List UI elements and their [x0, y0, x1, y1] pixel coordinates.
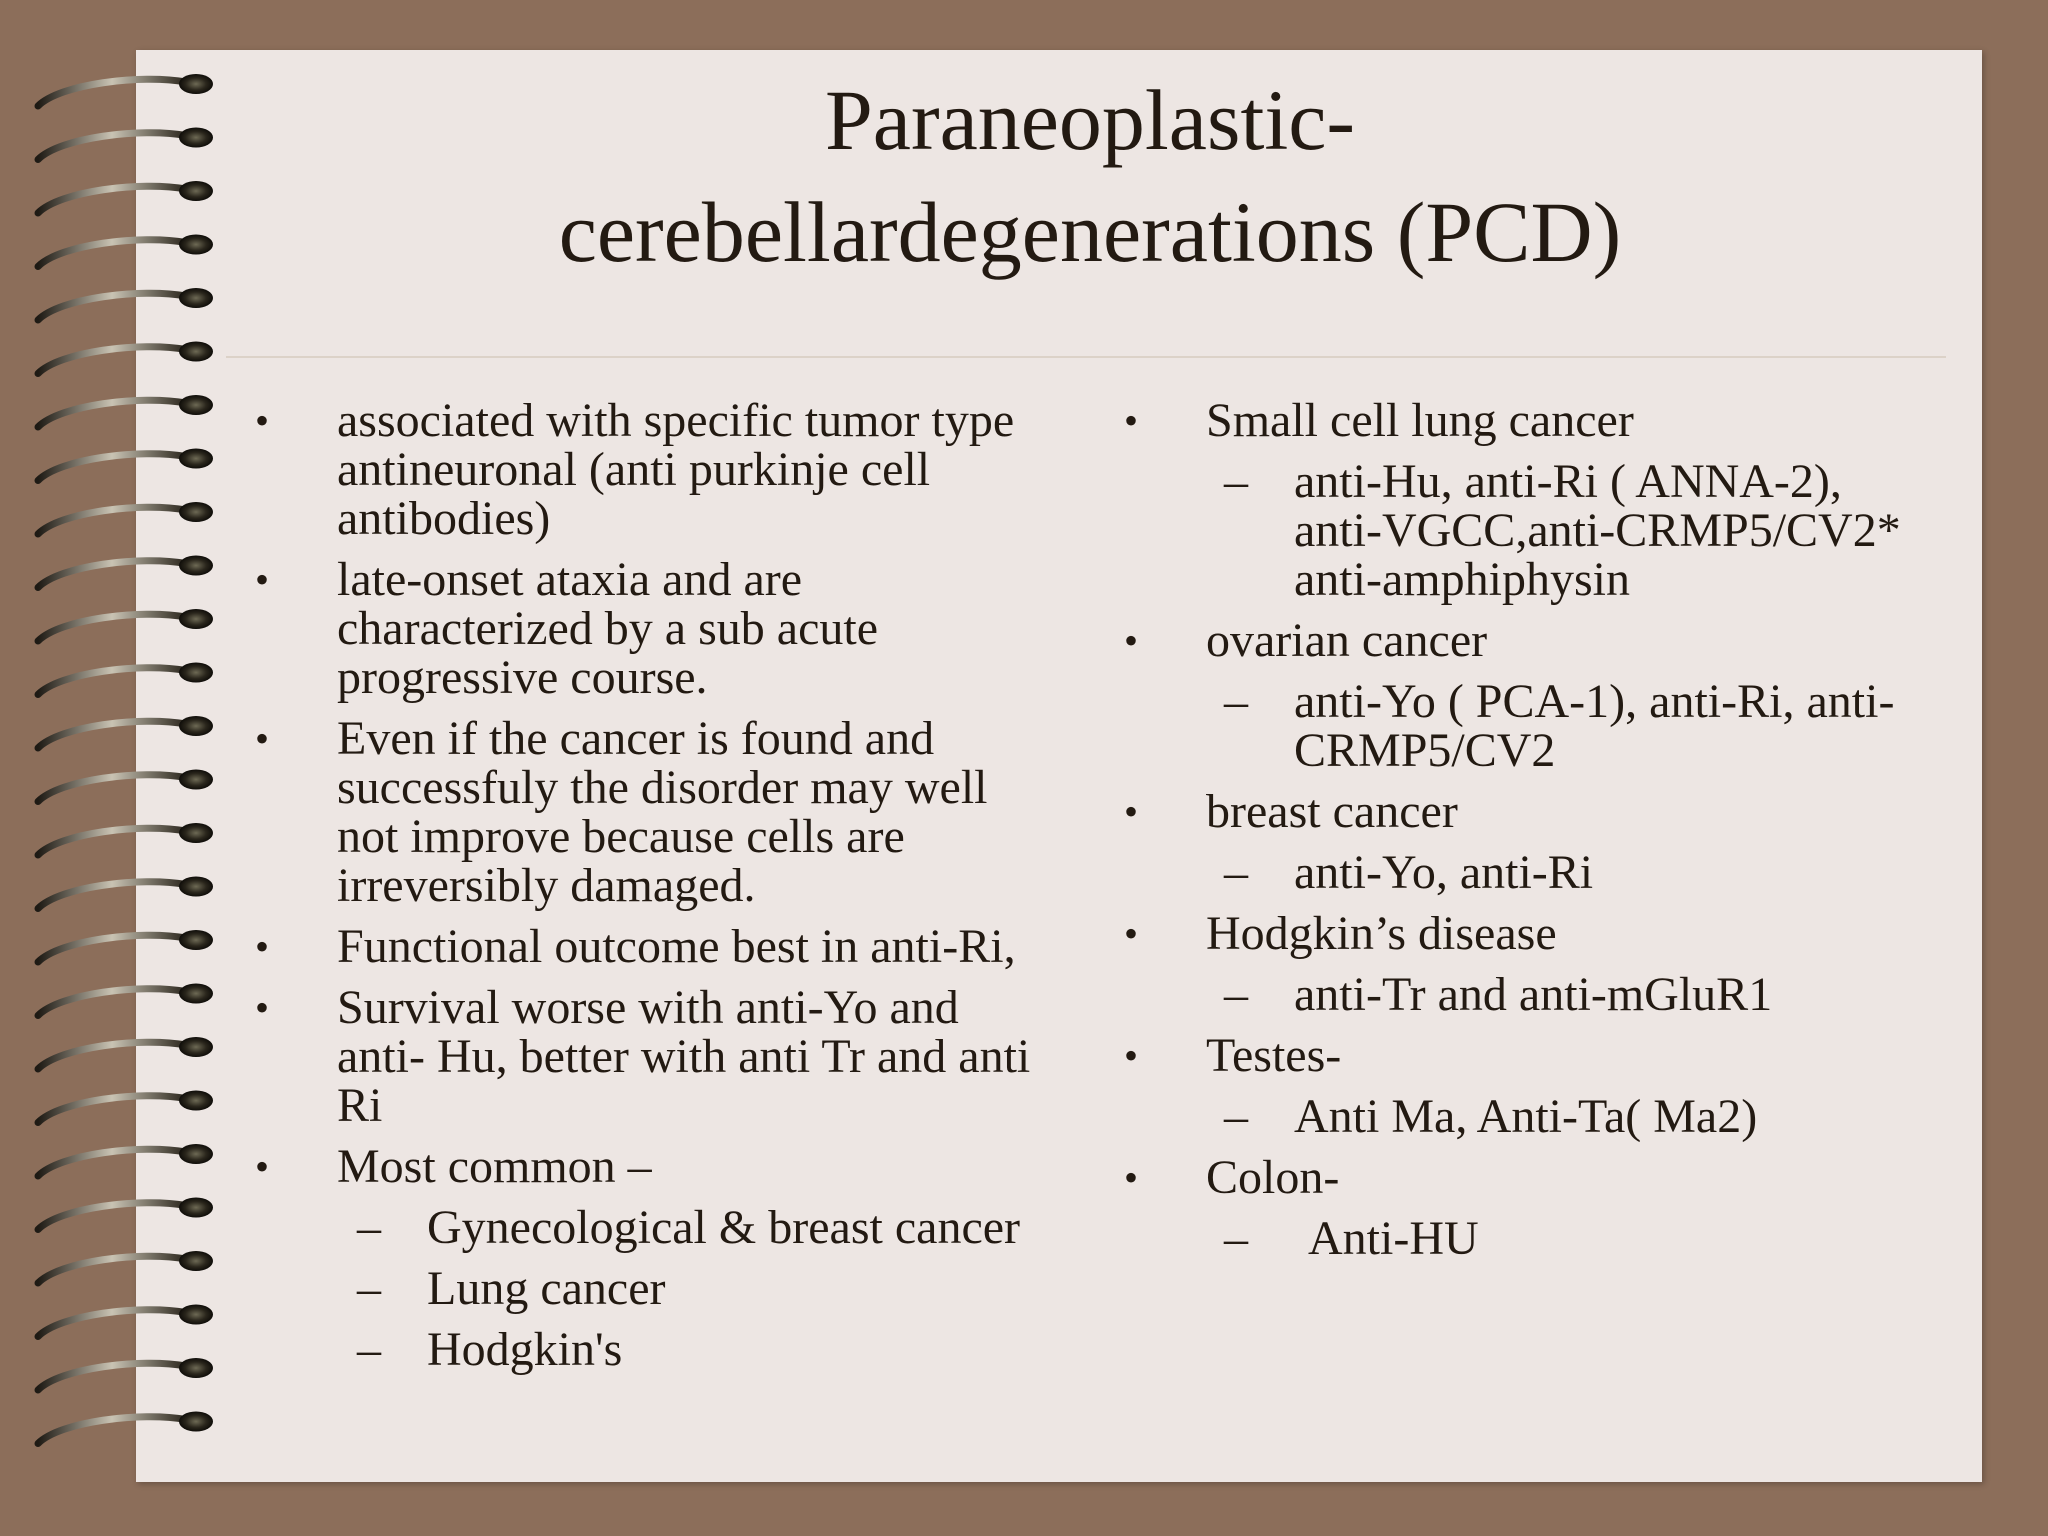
- right_column-item-text: ovarian cancer: [1206, 614, 1488, 667]
- dash-icon: –: [1224, 968, 1248, 1021]
- spiral-coil: [38, 668, 186, 695]
- binding-hole: [179, 181, 213, 201]
- spiral-coil: [38, 293, 186, 320]
- left_column-subitem-text: Lung cancer: [427, 1262, 666, 1315]
- spiral-coil: [38, 1256, 186, 1283]
- binding-hole: [179, 1091, 213, 1111]
- spiral-coil: [38, 561, 186, 588]
- left_column-subitem-text: Hodgkin's: [427, 1323, 623, 1376]
- binding-hole: [179, 502, 213, 522]
- binding-hole: [179, 609, 213, 629]
- right_column-item-text: Small cell lung cancer: [1206, 394, 1634, 447]
- bullet-icon: •: [255, 924, 270, 969]
- binding-hole: [179, 556, 213, 576]
- left_column-subitem-text: Gynecological & breast cancer: [427, 1201, 1021, 1254]
- spiral-coil: [38, 1096, 186, 1123]
- dash-icon: –: [357, 1262, 381, 1315]
- spiral-coil: [38, 400, 186, 427]
- binding-hole: [179, 877, 213, 897]
- right_column-subitem-text: Anti-HU: [1308, 1212, 1479, 1265]
- right_column-item-text: breast cancer: [1206, 785, 1458, 838]
- spiral-coil: [38, 775, 186, 802]
- spiral-coil: [38, 882, 186, 909]
- spiral-coil: [38, 1417, 186, 1444]
- binding-hole: [179, 1358, 213, 1378]
- spiral-coil: [38, 935, 186, 962]
- spiral-coil: [38, 1363, 186, 1390]
- left_column-subitem: [255, 1203, 1055, 1252]
- bullet-icon: •: [1124, 398, 1139, 443]
- right_column-subitem: [1124, 1092, 1904, 1141]
- dash-icon: –: [357, 1323, 381, 1376]
- right_column-subitem-text: anti-Yo ( PCA-1), anti-Ri, anti-CRMP5/CV2: [1294, 675, 1895, 777]
- binding-hole: [179, 235, 213, 255]
- left_column-item: [255, 983, 1055, 1130]
- binding-hole: [179, 74, 213, 94]
- spiral-coil: [38, 186, 186, 213]
- left_column-item: [255, 555, 1055, 702]
- title-line-1: Paraneoplastic-: [824, 72, 1356, 168]
- spiral-coil: [38, 133, 186, 160]
- dash-icon: –: [1224, 675, 1248, 728]
- title-divider: [226, 356, 1946, 358]
- right_column-subitem: [1124, 970, 1904, 1019]
- right_column-subitem: [1124, 1214, 1904, 1263]
- binding-hole: [179, 770, 213, 790]
- right_column-subitem: [1124, 457, 1904, 604]
- right_column-item-text: Hodgkin’s disease: [1206, 907, 1557, 960]
- binding-hole: [179, 288, 213, 308]
- binding-hole: [179, 449, 213, 469]
- right_column-item: [1124, 1031, 1904, 1080]
- binding-hole: [179, 984, 213, 1004]
- left_column-item: [255, 922, 1055, 971]
- right_column-subitem-text: anti-Hu, anti-Ri ( ANNA-2), anti-VGCC,anti-CRMP5/CV2* anti-amphiphysin: [1294, 455, 1901, 606]
- right_column-item: [1124, 1153, 1904, 1202]
- right_column-subitem-text: Anti Ma, Anti-Ta( Ma2): [1294, 1090, 1758, 1143]
- bullet-icon: •: [1124, 789, 1139, 834]
- binding-hole: [179, 823, 213, 843]
- left_column-subitem: [255, 1264, 1055, 1313]
- bullet-icon: •: [1124, 1155, 1139, 1200]
- bullet-icon: •: [1124, 911, 1139, 956]
- left_column-item-text: associated with specific tumor type antineuronal (anti purkinje cell antibodies): [337, 394, 1015, 545]
- spiral-coil: [38, 507, 186, 534]
- left_column-item-text: Even if the cancer is found and successfuly the disorder may well not improve because cells are irreversibly damaged.: [337, 712, 988, 912]
- left_column-item: [255, 714, 1055, 910]
- dash-icon: –: [1224, 455, 1248, 508]
- left_column-item-text: Survival worse with anti-Yo and anti- Hu, better with anti Tr and anti Ri: [337, 981, 1031, 1132]
- right_column-item-text: Testes-: [1206, 1029, 1342, 1082]
- right_column-subitem-text: anti-Yo, anti-Ri: [1294, 846, 1594, 899]
- title-line-2: cerebellardegenerations (PCD): [558, 184, 1622, 280]
- right_column-item: [1124, 396, 1904, 445]
- right_column-item: [1124, 616, 1904, 665]
- binding-hole: [179, 1198, 213, 1218]
- spiral-coil: [38, 989, 186, 1016]
- left_column-item-text: Functional outcome best in anti-Ri,: [337, 920, 1016, 973]
- spiral-coil: [38, 721, 186, 748]
- spiral-coil: [38, 454, 186, 481]
- left-bullet-list: [255, 396, 1055, 1374]
- dash-icon: –: [1224, 846, 1248, 899]
- spiral-coil: [38, 828, 186, 855]
- spiral-coil: [38, 1042, 186, 1069]
- binding-hole: [179, 1144, 213, 1164]
- left-column: [255, 396, 1055, 1386]
- binding-hole: [179, 1412, 213, 1432]
- slide-title: [230, 64, 1950, 288]
- left_column-subitem: [255, 1325, 1055, 1374]
- bullet-icon: •: [255, 716, 270, 761]
- right_column-item-text: Colon-: [1206, 1151, 1340, 1204]
- bullet-icon: •: [1124, 1033, 1139, 1078]
- binding-hole: [179, 1037, 213, 1057]
- spiral-coil: [38, 614, 186, 641]
- spiral-coil: [38, 1149, 186, 1176]
- spiral-coil: [38, 240, 186, 267]
- left_column-item: [255, 1142, 1055, 1191]
- binding-hole: [179, 663, 213, 683]
- spiral-coil: [38, 347, 186, 374]
- left_column-item: [255, 396, 1055, 543]
- bullet-icon: •: [255, 1144, 270, 1189]
- bullet-icon: •: [255, 557, 270, 602]
- right_column-item: [1124, 909, 1904, 958]
- bullet-icon: •: [255, 985, 270, 1030]
- left_column-item-text: late-onset ataxia and are characterized by a sub acute progressive course.: [337, 553, 879, 704]
- binding-hole: [179, 930, 213, 950]
- binding-hole: [179, 342, 213, 362]
- dash-icon: –: [1224, 1090, 1248, 1143]
- binding-hole: [179, 395, 213, 415]
- right_column-subitem: [1124, 677, 1904, 775]
- right_column-subitem: [1124, 848, 1904, 897]
- right-bullet-list: [1124, 396, 1904, 1263]
- bullet-icon: •: [1124, 618, 1139, 663]
- binding-hole: [179, 128, 213, 148]
- bullet-icon: •: [255, 398, 270, 443]
- right_column-subitem-text: anti-Tr and anti-mGluR1: [1294, 968, 1773, 1021]
- dash-icon: –: [1224, 1212, 1248, 1265]
- binding-hole: [179, 716, 213, 736]
- dash-icon: –: [357, 1201, 381, 1254]
- spiral-coil: [38, 1203, 186, 1230]
- spiral-binding: [0, 60, 230, 1480]
- right_column-item: [1124, 787, 1904, 836]
- right-column: [1124, 396, 1904, 1275]
- spiral-coil: [38, 79, 186, 106]
- left_column-item-text: Most common –: [337, 1140, 652, 1193]
- binding-hole: [179, 1305, 213, 1325]
- binding-hole: [179, 1251, 213, 1271]
- spiral-coil: [38, 1310, 186, 1337]
